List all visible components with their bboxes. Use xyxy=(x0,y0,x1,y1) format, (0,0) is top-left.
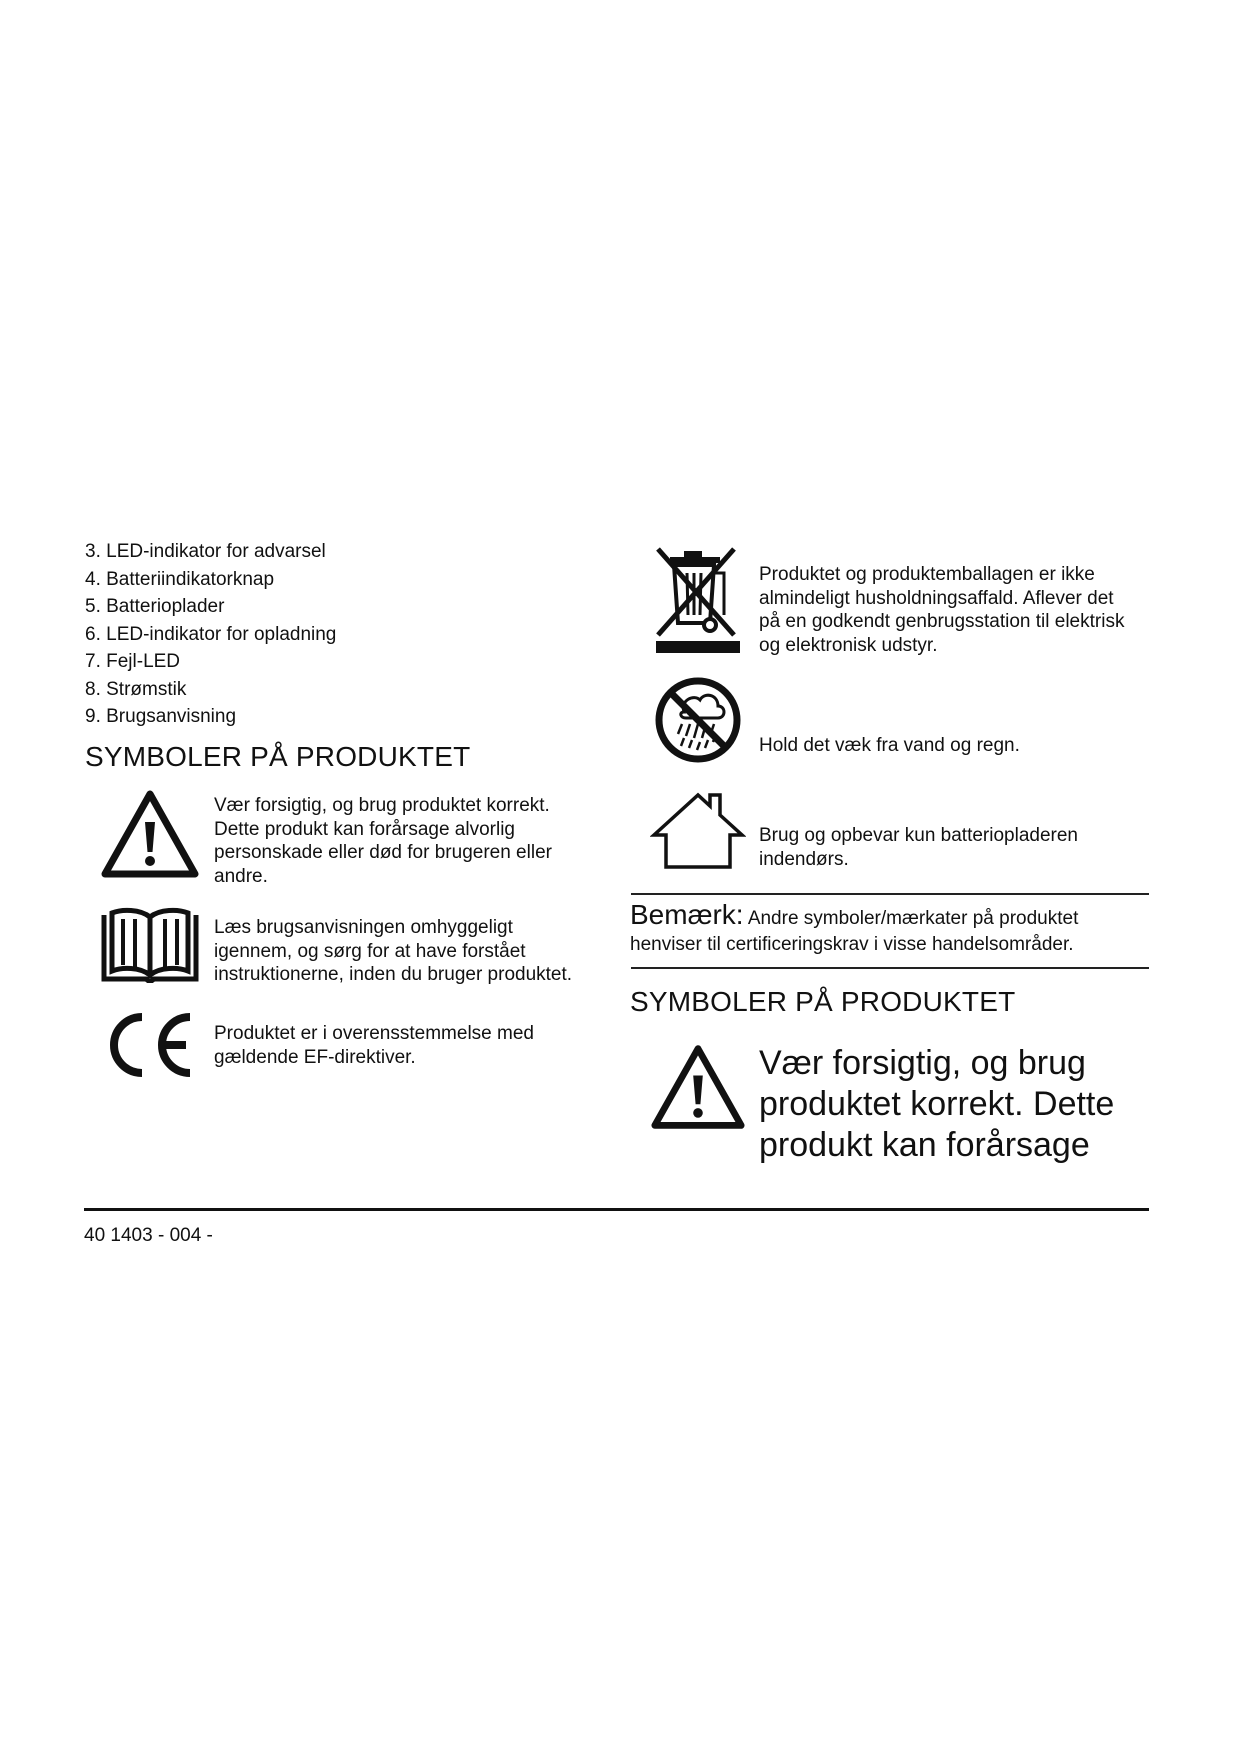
footer-rule xyxy=(84,1208,1149,1211)
note-line-2: henviser til certificeringskrav i visse handelsområder. xyxy=(630,934,1074,955)
list-item: 8. Strømstik xyxy=(85,678,187,700)
section-heading: SYMBOLER PÅ PRODUKTET xyxy=(630,986,1016,1017)
section-heading: SYMBOLER PÅ PRODUKTET xyxy=(85,741,471,772)
list-item: 5. Batterioplader xyxy=(85,596,225,617)
crossed-out-wheelie-bin-icon xyxy=(654,545,744,657)
component-list xyxy=(85,538,336,731)
warning-triangle-icon xyxy=(650,1042,746,1132)
weee-description: Produktet og produktemballagen er ikke almindeligt husholdningsaffald. Aflever det på en godkendt genbrugsstation til elektrisk og elektronisk udstyr. xyxy=(759,564,1125,656)
note-lead: Bemærk: xyxy=(630,899,744,930)
rain-description: Hold det væk fra vand og regn. xyxy=(759,735,1020,756)
note-block xyxy=(630,899,1079,958)
ce-description: Produktet er i overensstemmelse med gældende EF-direktiver. xyxy=(214,1023,534,1068)
manual-description: Læs brugsanvisningen omhyggeligt igennem, og sørg for at have forstået instruktionerne, inden du bruger produktet. xyxy=(214,917,573,985)
indoor-description: Brug og opbevar kun batteriopladeren indendørs. xyxy=(759,825,1079,870)
note-line-1: Andre symboler/mærkater på produktet xyxy=(747,908,1079,929)
list-item: 4. Batteriindikatorknap xyxy=(85,568,275,590)
page-number: 40 1403 - 004 - xyxy=(84,1225,213,1246)
big-warning-text: Vær forsigtig, og brug produktet korrekt. Dette produkt kan forårsage xyxy=(759,1044,1115,1164)
no-rain-icon xyxy=(654,676,742,764)
divider xyxy=(631,893,1149,895)
book-icon xyxy=(100,907,200,983)
house-indoor-icon xyxy=(650,791,746,871)
list-item: 6. LED-indikator for opladning xyxy=(85,623,337,645)
divider xyxy=(631,967,1149,969)
warning-triangle-icon xyxy=(100,788,200,880)
warning-description: Vær forsigtig, og brug produktet korrekt. Dette produkt kan forårsage alvorlig personskade eller død for brugeren eller andre. xyxy=(214,795,552,887)
list-item: 7. Fejl-LED xyxy=(85,651,181,672)
list-item: 9. Brugsanvisning xyxy=(85,706,237,727)
ce-mark-icon xyxy=(102,1011,198,1079)
list-item: 3. LED-indikator for advarsel xyxy=(85,541,326,562)
